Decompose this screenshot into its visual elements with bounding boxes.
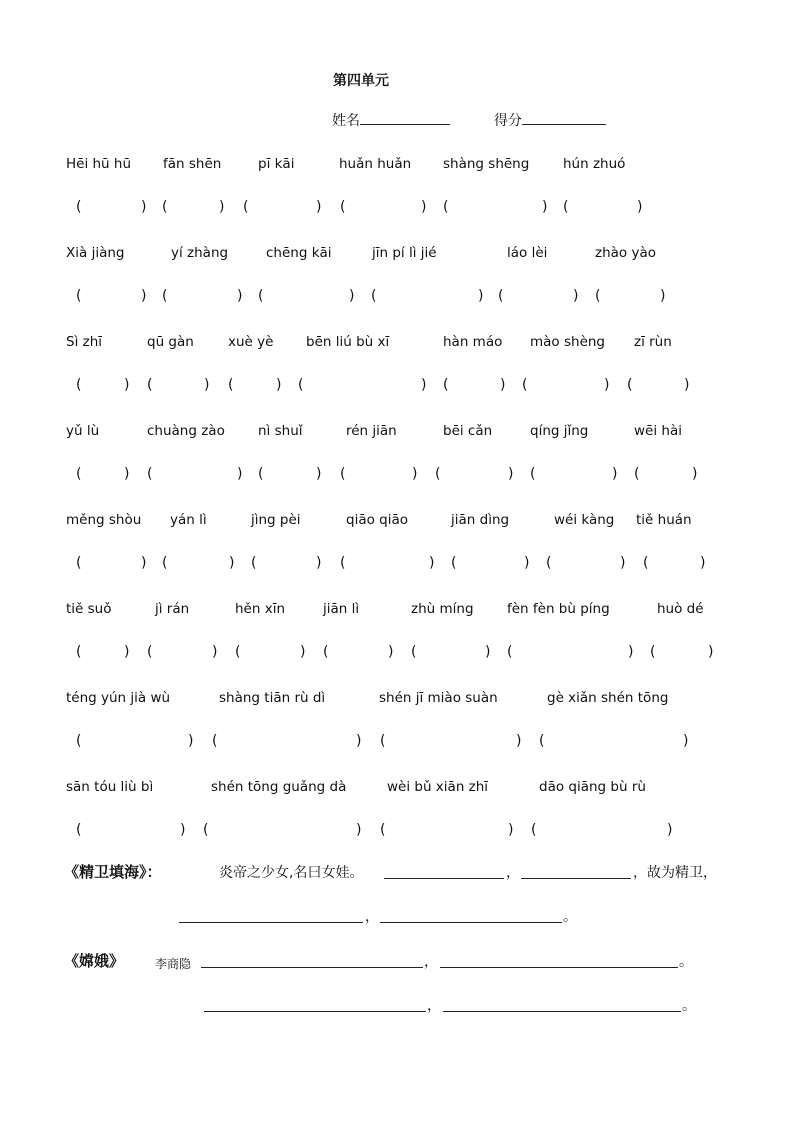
open-paren: ( [76, 733, 82, 749]
close-paren: ) [349, 288, 355, 304]
change-title: 《嫦娥》 [64, 952, 125, 970]
pinyin-item: jiān dìng [451, 512, 510, 528]
open-paren: ( [522, 377, 528, 393]
jingwei-comma-2: ， [365, 909, 379, 925]
close-paren: ) [141, 199, 147, 215]
pinyin-item: qíng jǐng [530, 423, 589, 439]
open-paren: ( [371, 288, 377, 304]
answer-row-8[interactable] [0, 822, 794, 842]
score-label: 得分 [494, 113, 522, 129]
close-paren: ) [692, 466, 698, 482]
open-paren: ( [298, 377, 304, 393]
change-period: 。 [679, 954, 693, 970]
close-paren: ) [429, 555, 435, 571]
jingwei-comma: ， [506, 865, 520, 881]
close-paren: ) [660, 288, 666, 304]
open-paren: ( [531, 822, 537, 838]
pinyin-item: fèn fèn bù píng [507, 601, 610, 617]
open-paren: ( [203, 822, 209, 838]
pinyin-item: fān shēn [163, 156, 222, 172]
close-paren: ) [237, 288, 243, 304]
close-paren: ) [219, 199, 225, 215]
open-paren: ( [323, 644, 329, 660]
close-paren: ) [485, 644, 491, 660]
jingwei-blank-4[interactable] [380, 922, 562, 923]
score-field[interactable] [494, 110, 606, 130]
pinyin-row-3 [0, 334, 794, 354]
change-blank-2[interactable] [440, 967, 678, 968]
close-paren: ) [524, 555, 530, 571]
pinyin-item: pī kāi [258, 156, 295, 172]
answer-row-4[interactable] [0, 466, 794, 486]
close-paren: ) [542, 199, 548, 215]
pinyin-item: hún zhuó [563, 156, 626, 172]
open-paren: ( [147, 377, 153, 393]
pinyin-item: qiāo qiāo [346, 512, 408, 528]
close-paren: ) [300, 644, 306, 660]
jingwei-title: 《精卫填海》： [64, 863, 162, 881]
close-paren: ) [141, 288, 147, 304]
pinyin-item: Xià jiàng [66, 245, 125, 261]
open-paren: ( [411, 644, 417, 660]
pinyin-item: hàn máo [443, 334, 503, 350]
close-paren: ) [204, 377, 210, 393]
pinyin-row-4 [0, 423, 794, 443]
open-paren: ( [76, 466, 82, 482]
pinyin-item: bēi cǎn [443, 423, 493, 439]
open-paren: ( [380, 822, 386, 838]
change-blank-3[interactable] [204, 1011, 426, 1012]
open-paren: ( [340, 466, 346, 482]
change-author: 李商隐 [155, 957, 192, 971]
close-paren: ) [316, 555, 322, 571]
open-paren: ( [650, 644, 656, 660]
answer-row-3[interactable] [0, 377, 794, 397]
pinyin-row-2 [0, 245, 794, 265]
close-paren: ) [683, 733, 689, 749]
close-paren: ) [276, 377, 282, 393]
open-paren: ( [76, 644, 82, 660]
pinyin-item: yǔ lù [66, 423, 100, 439]
open-paren: ( [76, 555, 82, 571]
close-paren: ) [421, 377, 427, 393]
close-paren: ) [508, 822, 514, 838]
pinyin-item: téng yún jià wù [66, 690, 171, 706]
pinyin-item: dāo qiāng bù rù [539, 779, 646, 795]
pinyin-item: shàng shēng [443, 156, 530, 172]
open-paren: ( [162, 288, 168, 304]
open-paren: ( [451, 555, 457, 571]
open-paren: ( [76, 822, 82, 838]
close-paren: ) [316, 199, 322, 215]
open-paren: ( [643, 555, 649, 571]
pinyin-item: bēn liú bù xī [306, 334, 390, 350]
close-paren: ) [124, 466, 130, 482]
pinyin-item: qū gàn [147, 334, 194, 350]
close-paren: ) [421, 199, 427, 215]
pinyin-item: jiān lì [323, 601, 360, 617]
open-paren: ( [563, 199, 569, 215]
pinyin-item: yí zhàng [171, 245, 229, 261]
close-paren: ) [516, 733, 522, 749]
pinyin-row-7 [0, 690, 794, 710]
open-paren: ( [340, 555, 346, 571]
open-paren: ( [228, 377, 234, 393]
open-paren: ( [507, 644, 513, 660]
pinyin-item: yán lì [170, 512, 207, 528]
pinyin-item: shén jī miào suàn [379, 690, 498, 706]
jingwei-tail: ，故为精卫， [633, 865, 717, 881]
close-paren: ) [188, 733, 194, 749]
pinyin-item: huò dé [657, 601, 704, 617]
pinyin-item: zhù míng [411, 601, 474, 617]
close-paren: ) [628, 644, 634, 660]
close-paren: ) [637, 199, 643, 215]
pinyin-item: láo lèi [507, 245, 548, 261]
answer-row-5[interactable] [0, 555, 794, 575]
jingwei-period: 。 [563, 909, 577, 925]
close-paren: ) [316, 466, 322, 482]
close-paren: ) [573, 288, 579, 304]
close-paren: ) [604, 377, 610, 393]
open-paren: ( [235, 644, 241, 660]
jingwei-blank-1[interactable] [384, 878, 504, 879]
open-paren: ( [76, 288, 82, 304]
close-paren: ) [412, 466, 418, 482]
open-paren: ( [243, 199, 249, 215]
pinyin-row-8 [0, 779, 794, 799]
pinyin-item: zhào yào [595, 245, 656, 261]
open-paren: ( [443, 377, 449, 393]
close-paren: ) [356, 733, 362, 749]
open-paren: ( [546, 555, 552, 571]
pinyin-item: chēng kāi [266, 245, 332, 261]
name-blank[interactable] [360, 110, 450, 125]
pinyin-item: gè xiǎn shén tōng [547, 690, 669, 706]
close-paren: ) [612, 466, 618, 482]
pinyin-item: hěn xīn [235, 601, 286, 617]
pinyin-item: jìng pèi [251, 512, 301, 528]
jingwei-blank-2[interactable] [521, 878, 631, 879]
close-paren: ) [356, 822, 362, 838]
pinyin-item: wéi kàng [554, 512, 615, 528]
pinyin-item: wēi hài [634, 423, 682, 439]
close-paren: ) [229, 555, 235, 571]
open-paren: ( [340, 199, 346, 215]
pinyin-item: jīn pí lì jié [372, 245, 437, 261]
answer-row-6[interactable] [0, 644, 794, 664]
pinyin-item: nì shuǐ [258, 423, 303, 439]
pinyin-row-5 [0, 512, 794, 532]
pinyin-item: měng shòu [66, 512, 142, 528]
pinyin-item: huǎn huǎn [339, 156, 412, 172]
pinyin-item: Hēi hū hū [66, 156, 132, 172]
pinyin-item: shàng tiān rù dì [219, 690, 326, 706]
open-paren: ( [162, 199, 168, 215]
change-comma-2: ， [427, 998, 441, 1014]
close-paren: ) [500, 377, 506, 393]
answer-row-7[interactable] [0, 733, 794, 753]
open-paren: ( [435, 466, 441, 482]
pinyin-item: tiě suǒ [66, 601, 112, 617]
close-paren: ) [212, 644, 218, 660]
jingwei-text: 炎帝之少女,名曰女娃。 [219, 865, 364, 881]
open-paren: ( [147, 644, 153, 660]
change-blank-1[interactable] [201, 967, 423, 968]
close-paren: ) [388, 644, 394, 660]
close-paren: ) [508, 466, 514, 482]
open-paren: ( [162, 555, 168, 571]
jingwei-blank-3[interactable] [179, 922, 363, 923]
close-paren: ) [124, 377, 130, 393]
close-paren: ) [667, 822, 673, 838]
open-paren: ( [380, 733, 386, 749]
pinyin-item: jì rán [155, 601, 190, 617]
close-paren: ) [180, 822, 186, 838]
pinyin-row-6 [0, 601, 794, 621]
open-paren: ( [530, 466, 536, 482]
open-paren: ( [539, 733, 545, 749]
pinyin-item: sān tóu liù bì [66, 779, 154, 795]
pinyin-item: xuè yè [228, 334, 274, 350]
open-paren: ( [147, 466, 153, 482]
open-paren: ( [212, 733, 218, 749]
pinyin-item: shén tōng guǎng dà [211, 779, 347, 795]
open-paren: ( [627, 377, 633, 393]
answer-row-2[interactable] [0, 288, 794, 308]
change-comma: ， [424, 954, 438, 970]
page-title: 第四单元 [333, 73, 389, 89]
open-paren: ( [76, 199, 82, 215]
open-paren: ( [595, 288, 601, 304]
change-blank-4[interactable] [443, 1011, 681, 1012]
open-paren: ( [258, 288, 264, 304]
open-paren: ( [76, 377, 82, 393]
open-paren: ( [258, 466, 264, 482]
open-paren: ( [443, 199, 449, 215]
change-period-2: 。 [682, 998, 696, 1014]
open-paren: ( [251, 555, 257, 571]
close-paren: ) [684, 377, 690, 393]
name-field[interactable] [332, 110, 450, 130]
pinyin-item: rén jiān [346, 423, 397, 439]
close-paren: ) [478, 288, 484, 304]
name-label: 姓名 [332, 113, 360, 129]
pinyin-item: tiě huán [636, 512, 692, 528]
pinyin-item: wèi bǔ xiān zhī [387, 779, 489, 795]
close-paren: ) [708, 644, 714, 660]
pinyin-item: mào shèng [530, 334, 605, 350]
close-paren: ) [620, 555, 626, 571]
open-paren: ( [634, 466, 640, 482]
close-paren: ) [124, 644, 130, 660]
pinyin-item: chuàng zào [147, 423, 225, 439]
close-paren: ) [141, 555, 147, 571]
score-blank[interactable] [522, 110, 606, 125]
pinyin-item: zī rùn [634, 334, 672, 350]
pinyin-row-1 [0, 156, 794, 176]
close-paren: ) [237, 466, 243, 482]
pinyin-item: Sì zhī [66, 334, 103, 350]
close-paren: ) [700, 555, 706, 571]
answer-row-1[interactable] [0, 199, 794, 219]
open-paren: ( [498, 288, 504, 304]
